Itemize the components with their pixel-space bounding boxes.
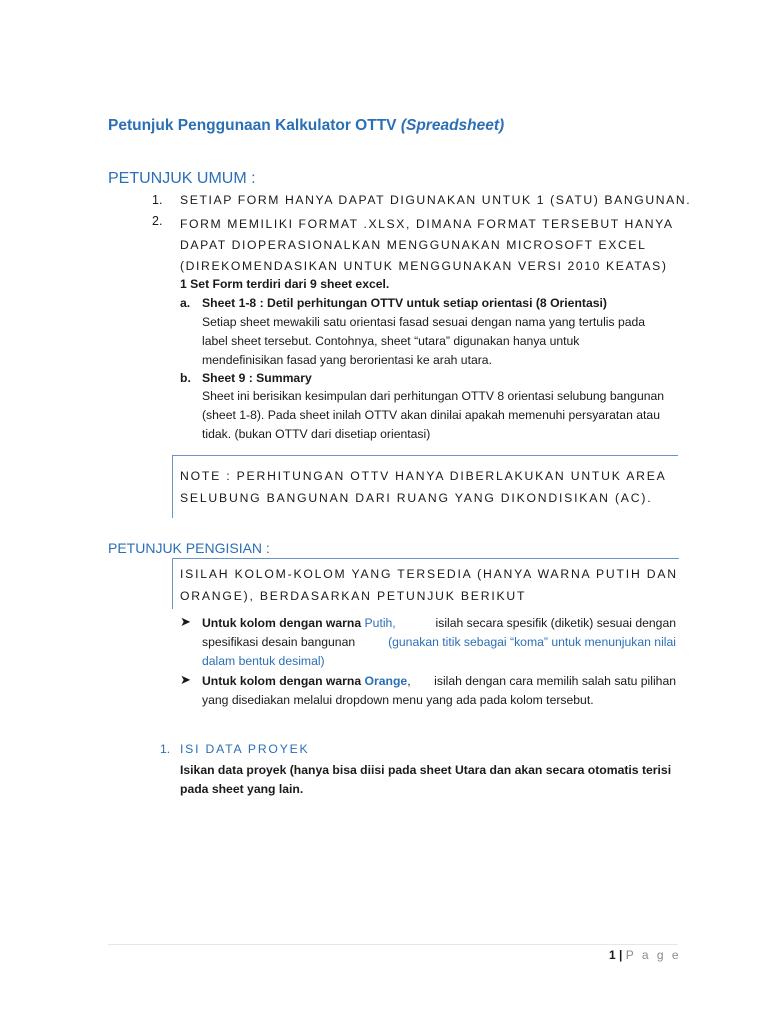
line-text: Setiap sheet mewakili satu orientasi fasad sesuai dengan nama yang tertulis pada [202, 315, 646, 329]
arrow-bullet-icon: ➤ [180, 614, 191, 629]
line-text: ISILAH KOLOM-KOLOM YANG TERSEDIA (HANYA WARNA PUTIH DAN [180, 567, 678, 581]
line-text: Sheet ini berisikan kesimpulan dari perhitungan OTTV 8 orientasi selubung bangunan [202, 389, 665, 403]
line-text: DAPAT DIOPERASIONALKAN MENGGUNAKAN MICROSOFT EXCEL [180, 238, 647, 252]
sub-body-a [202, 313, 676, 370]
sub-title-a: Sheet 1-8 : Detil perhitungan OTTV untuk setiap orientasi (8 Orientasi) [202, 296, 607, 310]
page-word: P a g e [625, 948, 682, 962]
color-word: Orange [364, 674, 408, 688]
text-line: SELUBUNG BANGUNAN DARI RUANG YANG DIKONDISIKAN (AC). [180, 491, 653, 505]
inline-text [202, 672, 411, 691]
list-item-text: SETIAP FORM HANYA DAPAT DIGUNAKAN UNTUK 1 (SATU) BANGUNAN. [180, 193, 692, 207]
line-text: Isikan data proyek (hanya bisa diisi pada sheet Utara dan akan secara otomatis terisi [180, 763, 672, 777]
text-line [180, 465, 676, 487]
text-line: pada sheet yang lain. [180, 782, 304, 796]
text-line: yang disediakan melalui dropdown menu yang ada pada kolom tersebut. [202, 693, 594, 707]
text-line: ORANGE), BERDASARKAN PETUNJUK BERIKUT [180, 589, 527, 603]
text-line [202, 332, 676, 351]
bullet-item [202, 672, 676, 710]
list-number: 2. [152, 214, 163, 228]
instruction-text [180, 563, 676, 607]
sub-title-b: Sheet 9 : Summary [202, 371, 312, 385]
section-heading-pengisian: PETUNJUK PENGISIAN : [108, 540, 270, 556]
note-top-rule [172, 455, 678, 456]
line-text: NOTE : PERHITUNGAN OTTV HANYA DIBERLAKUKAN UNTUK AREA [180, 469, 667, 483]
text-line: (DIREKOMENDASIKAN UNTUK MENGGUNAKAN VERSI 2010 KEATAS) [180, 259, 668, 273]
page-number: 1 [609, 948, 616, 962]
title-main: Petunjuk Penggunaan Kalkulator OTTV [108, 117, 397, 134]
list-number: 1. [152, 193, 163, 207]
line-text: (sheet 1-8). Pada sheet inilah OTTV akan dinilai apakah memenuhi persyaratan atau [202, 408, 660, 422]
text-line [202, 387, 676, 406]
footer-rule [108, 944, 678, 945]
comma: , [407, 674, 411, 688]
text-line: tidak. (bukan OTTV dari disetiap orientasi) [202, 427, 431, 441]
text-line [202, 672, 676, 691]
text-line [180, 761, 676, 780]
arrow-bullet-icon: ➤ [180, 672, 191, 687]
text-line [202, 614, 676, 633]
bold-text: Untuk kolom dengan warna [202, 616, 362, 630]
text-line [180, 235, 676, 256]
section-heading-umum: PETUNJUK UMUM : [108, 170, 256, 187]
page-title [108, 117, 504, 135]
text-line [180, 214, 676, 235]
line-text: label sheet tersebut. Contohnya, sheet “utara” digunakan hanya untuk [202, 334, 580, 348]
set-line: 1 Set Form terdiri dari 9 sheet excel. [180, 277, 390, 291]
sub-body-b [202, 387, 676, 444]
text-line: mendefinisikan fasad yang berorientasi ke arah utara. [202, 353, 492, 367]
line-text: FORM MEMILIKI FORMAT .XLSX, DIMANA FORMAT TERSEBUT HANYA [180, 217, 674, 231]
text-line [180, 563, 676, 585]
color-word: Putih, [364, 616, 396, 630]
note-text [180, 465, 676, 509]
hint-text: dalam bentuk desimal) [202, 654, 325, 668]
page-footer [609, 948, 681, 962]
subsection-heading: ISI DATA PROYEK [180, 742, 310, 756]
footer-separator: | [619, 948, 623, 962]
inline-text [202, 614, 396, 633]
sub-label-b: b. [180, 371, 191, 385]
bold-text: Untuk kolom dengan warna [202, 674, 362, 688]
list-item-text [180, 214, 676, 277]
text-line [202, 633, 676, 652]
sub-label-a: a. [180, 296, 191, 310]
bullet-item [202, 614, 676, 671]
line-text: isilah secara spesifik (diketik) sesuai dengan [435, 616, 676, 630]
line-text: spesifikasi desain bangunan [202, 635, 356, 649]
subsection-body [180, 761, 676, 799]
title-italic: (Spreadsheet) [400, 117, 505, 134]
line-text: isilah dengan cara memilih salah satu pilihan [434, 674, 676, 688]
text-line [202, 406, 676, 425]
hint-text: (gunakan titik sebagai “koma” untuk menunjukan nilai [388, 635, 676, 649]
subsection-number: 1. [160, 742, 171, 756]
text-line [202, 313, 676, 332]
